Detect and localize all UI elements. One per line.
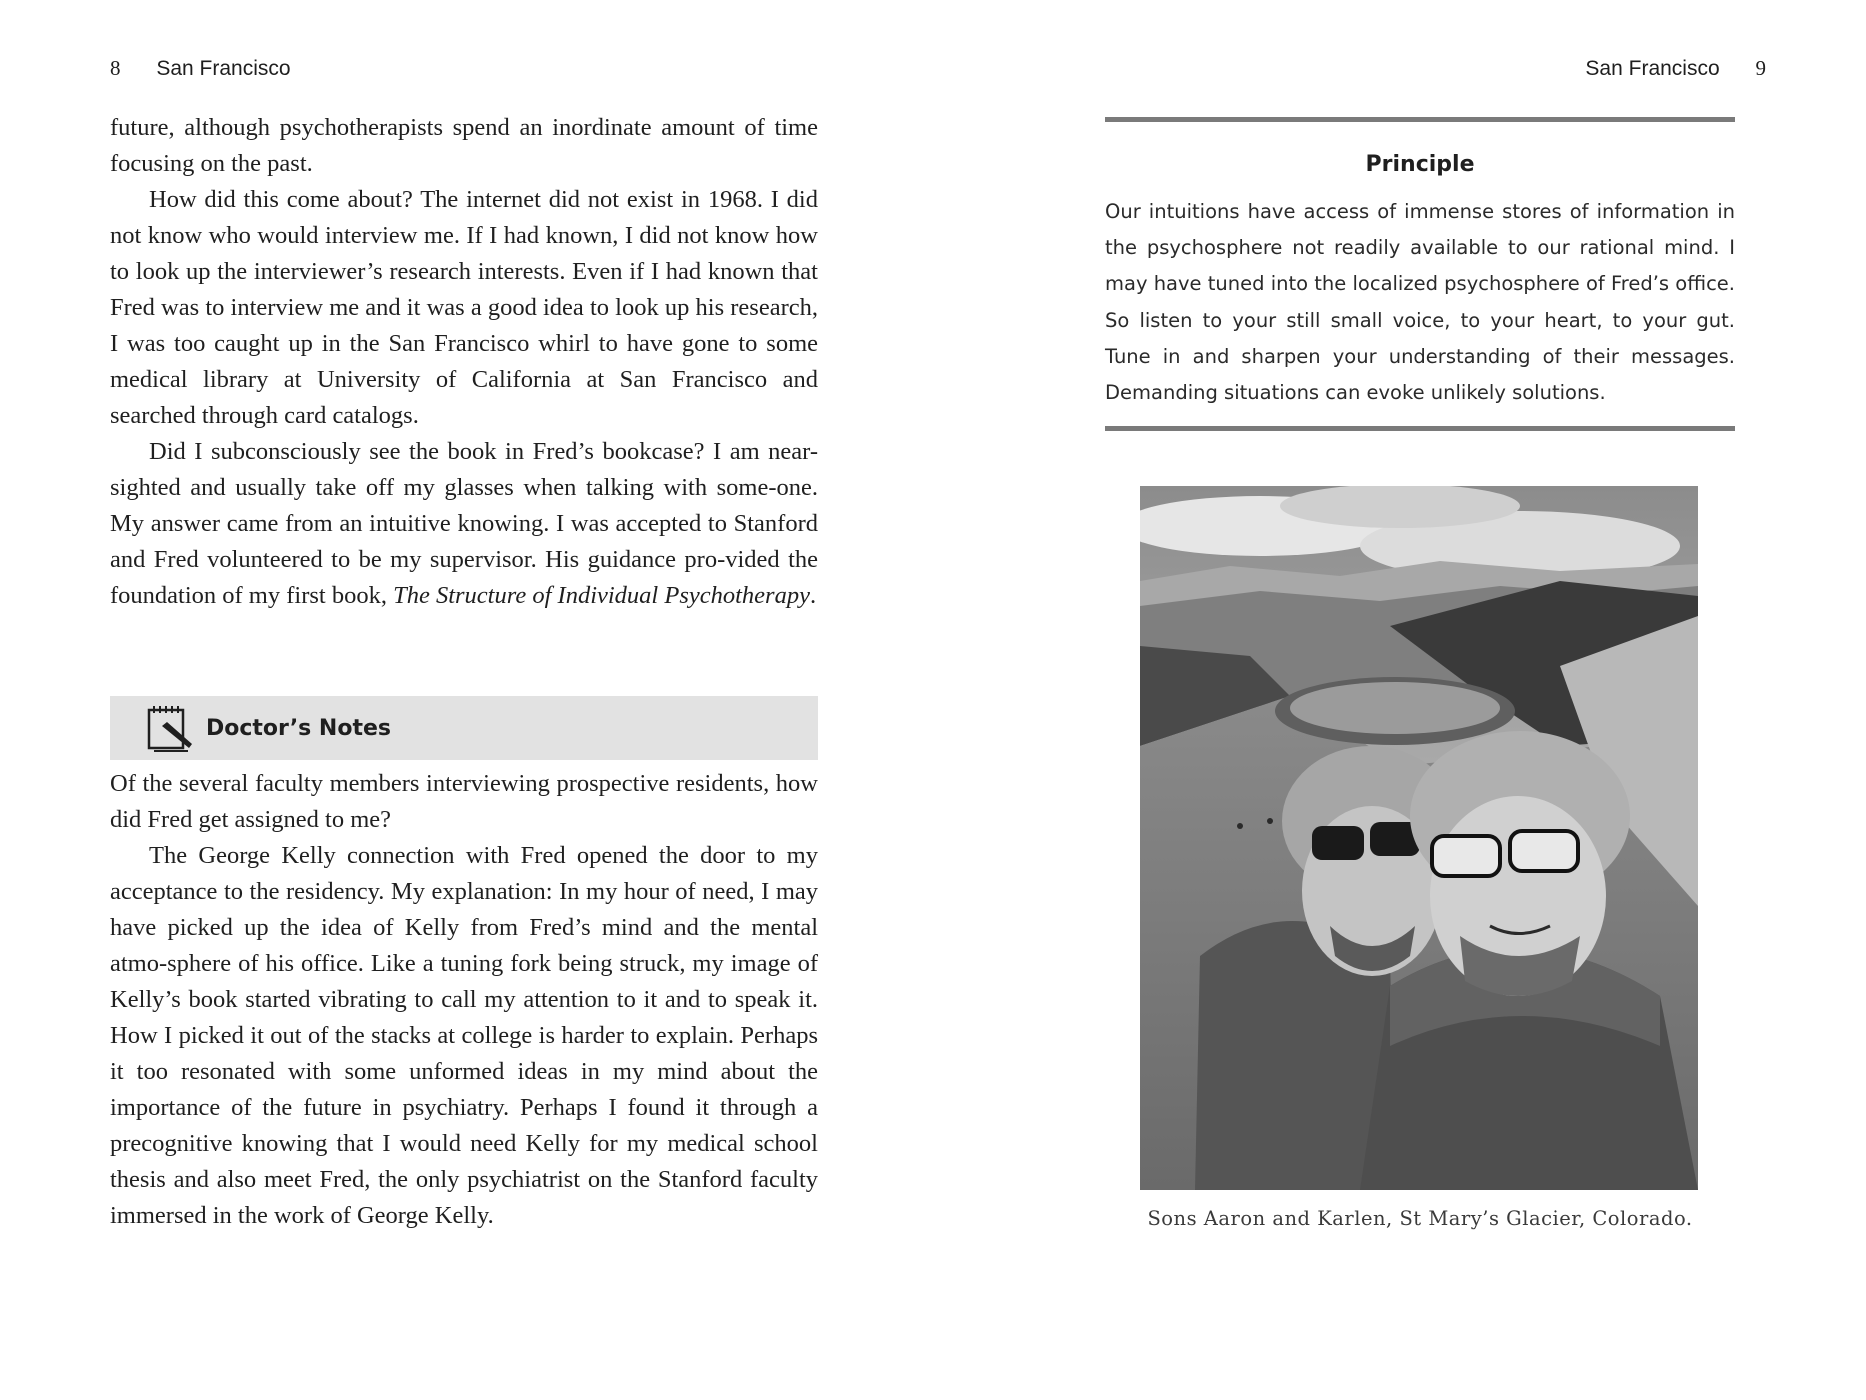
book-title: The Structure of Individual Psychotherapy	[393, 582, 810, 609]
right-page	[933, 0, 1866, 1400]
principle-box	[1105, 117, 1735, 431]
doctor-notes-header	[110, 696, 818, 760]
page-number-left: 8	[110, 56, 121, 80]
photo-illustration	[1140, 486, 1698, 1190]
paragraph-text: Did I subconsciously see the book in Fred’s bookcase? I am near-sighted and usually take off my glasses when talking with some-one. My answer came from an intuitive knowing. I was accepted to Stanford and Fred volunteered to be my supervisor. His guidance pro-vided the foundation of my first book,	[110, 438, 818, 609]
running-head-title-right: San Francisco	[1585, 57, 1720, 80]
paragraph: Of the several faculty members interviewing prospective residents, how did Fred get assigned to me?	[110, 770, 818, 833]
page-number-right: 9	[1755, 56, 1766, 80]
notepad-pen-icon	[146, 704, 196, 752]
running-head-right	[1585, 56, 1766, 81]
body-text-top	[110, 110, 818, 614]
photo-caption: Sons Aaron and Karlen, St Mary’s Glacier, Colorado.	[1147, 1207, 1693, 1230]
principle-body: Our intuitions have access of immense stores of information in the psychosphere not readily available to our rational mind. I may have tuned into the localized psychosphere of Fred’s office. So listen to your still small voice, to your heart, to your gut. Tune in and sharpen your understanding of their messages. Demanding situations can evoke unlikely solutions.	[1105, 200, 1735, 405]
body-text-bottom	[110, 766, 818, 1234]
doctor-notes-title: Doctor’s Notes	[206, 715, 391, 741]
paragraph: The George Kelly connection with Fred opened the door to my acceptance to the residency. My explanation: In my hour of need, I may have picked up the idea of Kelly from Fred’s mind and the mental atmo-sphere of his office. Like a tuning fork being struck, my image of Kelly’s book started vibrating to call my attention to it and to speak it. How I picked it out of the stacks at college is harder to explain. Perhaps it too resonated with some unformed ideas in my mind about the importance of the future in psychiatry. Perhaps I found it through a precognitive knowing that I would need Kelly for my medical school thesis and also meet Fred, the only psychiatrist on the Stanford faculty immersed in the work of George Kelly.	[110, 842, 818, 1229]
running-head-title-left: San Francisco	[156, 57, 291, 80]
paragraph	[110, 434, 818, 614]
mountain-lake-selfie-photo	[1140, 486, 1698, 1190]
paragraph-end: .	[809, 582, 817, 609]
paragraph: future, although psychotherapists spend an inordinate amount of time focusing on the past.	[110, 114, 818, 177]
running-head-left	[110, 56, 291, 81]
paragraph: How did this come about? The internet did not exist in 1968. I did not know who would interview me. If I had known, I did not know how to look up the interviewer’s research interests. Even if I had known that Fred was to interview me and it was a good idea to look up his research, I was too caught up in the San Francisco whirl to have gone to some medical library at University of California at San Francisco and searched through card catalogs.	[110, 186, 818, 429]
principle-title: Principle	[1365, 152, 1475, 177]
